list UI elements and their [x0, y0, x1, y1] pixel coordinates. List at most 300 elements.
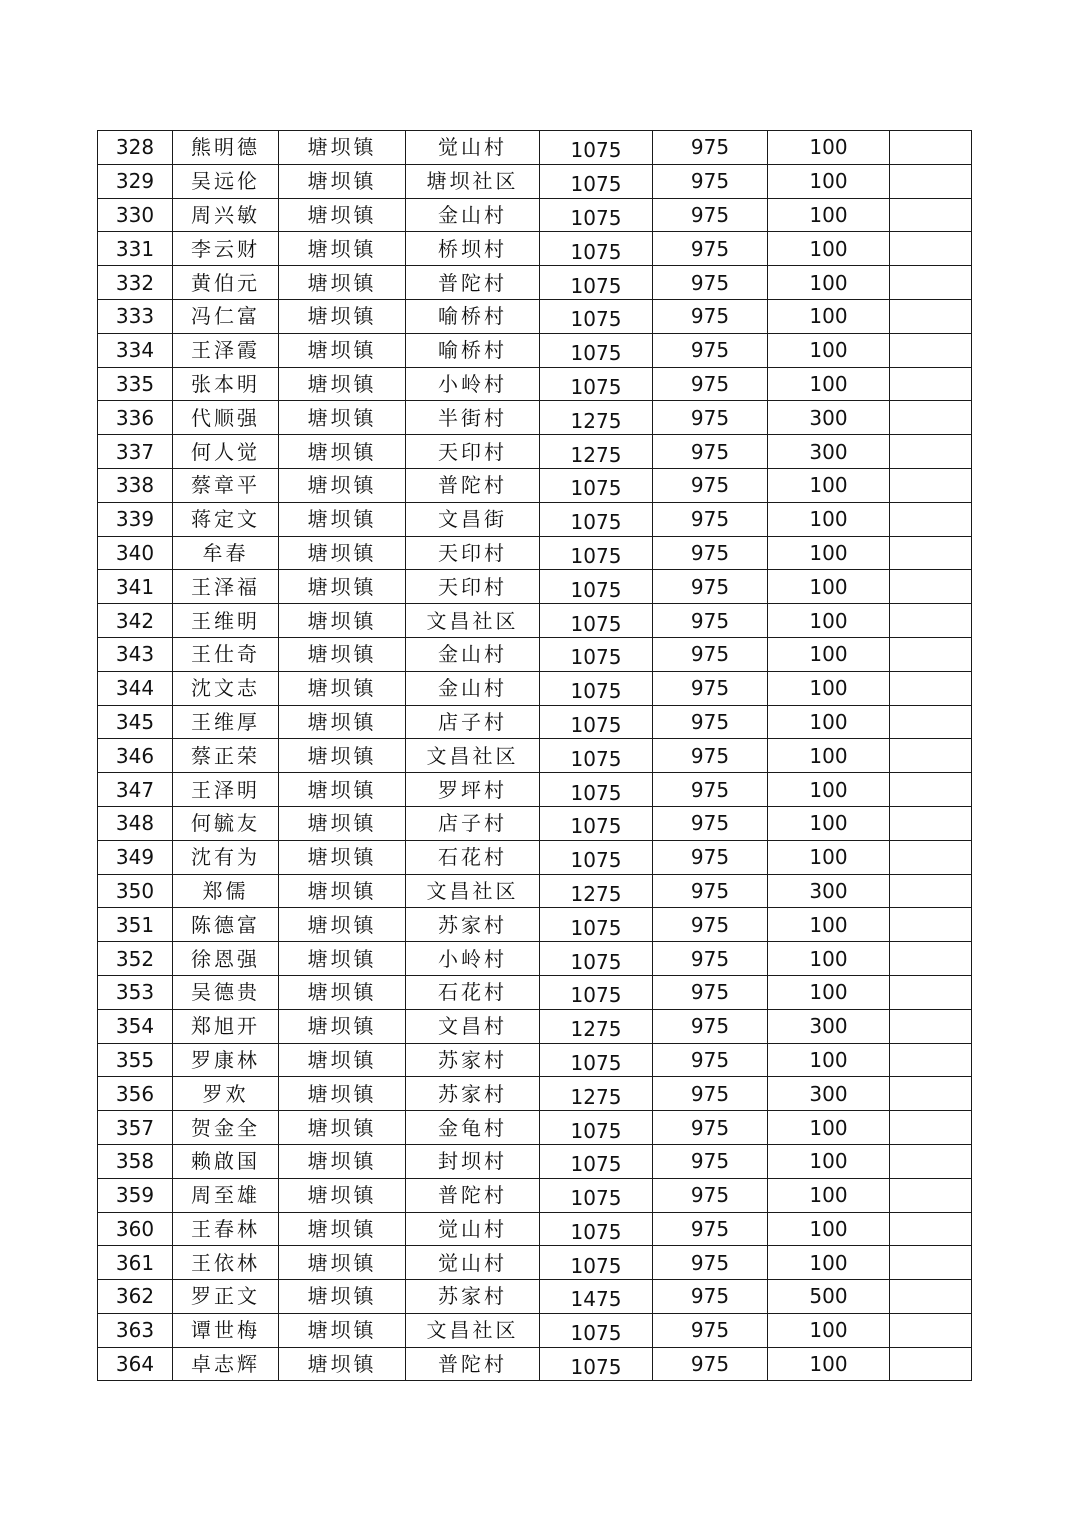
extra-amount-cell: 100: [768, 266, 890, 300]
total-amount-cell: [540, 435, 653, 469]
person-name-cell: 罗欢: [173, 1077, 279, 1111]
table-row: [98, 570, 972, 604]
extra-amount-cell: 100: [768, 1212, 890, 1246]
village-cell: 觉山村: [406, 1212, 540, 1246]
table-row: [98, 1280, 972, 1314]
remark-cell: [890, 401, 972, 435]
town-cell: 塘坝镇: [279, 131, 406, 165]
extra-amount-cell: 100: [768, 705, 890, 739]
total-amount-value: 1075: [570, 476, 622, 501]
total-amount-cell: [540, 468, 653, 502]
total-amount-cell: [540, 604, 653, 638]
total-amount-value: 1075: [570, 205, 622, 230]
village-cell: 金龟村: [406, 1111, 540, 1145]
village-cell: 苏家村: [406, 1077, 540, 1111]
table-row: [98, 806, 972, 840]
base-amount-cell: 975: [653, 942, 768, 976]
base-amount-cell: 975: [653, 333, 768, 367]
town-cell: 塘坝镇: [279, 435, 406, 469]
table-row: [98, 1212, 972, 1246]
total-amount-cell: [540, 333, 653, 367]
serial-number-cell: 328: [98, 131, 173, 165]
village-cell: 苏家村: [406, 1280, 540, 1314]
extra-amount-cell: 100: [768, 840, 890, 874]
total-amount-value: 1275: [570, 1084, 622, 1109]
extra-amount-cell: 300: [768, 401, 890, 435]
table-row: [98, 739, 972, 773]
base-amount-cell: 975: [653, 299, 768, 333]
extra-amount-cell: 300: [768, 1009, 890, 1043]
extra-amount-cell: 100: [768, 333, 890, 367]
roster-table: [97, 130, 972, 1381]
village-cell: 罗坪村: [406, 773, 540, 807]
person-name-cell: 沈有为: [173, 840, 279, 874]
village-cell: 文昌街: [406, 502, 540, 536]
base-amount-cell: 975: [653, 1077, 768, 1111]
total-amount-cell: [540, 806, 653, 840]
remark-cell: [890, 232, 972, 266]
village-cell: 普陀村: [406, 266, 540, 300]
town-cell: 塘坝镇: [279, 1347, 406, 1381]
table-row: [98, 1246, 972, 1280]
total-amount-value: 1075: [570, 1219, 622, 1244]
table-row: [98, 840, 972, 874]
extra-amount-cell: 100: [768, 942, 890, 976]
remark-cell: [890, 705, 972, 739]
remark-cell: [890, 1144, 972, 1178]
total-amount-cell: [540, 637, 653, 671]
town-cell: 塘坝镇: [279, 1246, 406, 1280]
village-cell: 店子村: [406, 705, 540, 739]
extra-amount-cell: 100: [768, 198, 890, 232]
total-amount-value: 1075: [570, 543, 622, 568]
extra-amount-cell: 100: [768, 1347, 890, 1381]
remark-cell: [890, 536, 972, 570]
table-row: [98, 468, 972, 502]
person-name-cell: 张本明: [173, 367, 279, 401]
serial-number-cell: 338: [98, 468, 173, 502]
remark-cell: [890, 637, 972, 671]
total-amount-cell: [540, 975, 653, 1009]
town-cell: 塘坝镇: [279, 232, 406, 266]
remark-cell: [890, 806, 972, 840]
serial-number-cell: 363: [98, 1313, 173, 1347]
extra-amount-cell: 100: [768, 1246, 890, 1280]
table-row: [98, 1077, 972, 1111]
remark-cell: [890, 131, 972, 165]
extra-amount-cell: 100: [768, 604, 890, 638]
village-cell: 文昌社区: [406, 604, 540, 638]
extra-amount-cell: 100: [768, 570, 890, 604]
town-cell: 塘坝镇: [279, 840, 406, 874]
total-amount-cell: [540, 908, 653, 942]
extra-amount-cell: 100: [768, 908, 890, 942]
remark-cell: [890, 1246, 972, 1280]
table-row: [98, 874, 972, 908]
village-cell: 金山村: [406, 198, 540, 232]
table-row: [98, 942, 972, 976]
serial-number-cell: 357: [98, 1111, 173, 1145]
town-cell: 塘坝镇: [279, 637, 406, 671]
town-cell: 塘坝镇: [279, 773, 406, 807]
total-amount-value: 1075: [570, 374, 622, 399]
total-amount-value: 1075: [570, 1321, 622, 1346]
town-cell: 塘坝镇: [279, 806, 406, 840]
total-amount-value: 1075: [570, 814, 622, 839]
serial-number-cell: 347: [98, 773, 173, 807]
extra-amount-cell: 100: [768, 637, 890, 671]
base-amount-cell: 975: [653, 874, 768, 908]
serial-number-cell: 330: [98, 198, 173, 232]
serial-number-cell: 356: [98, 1077, 173, 1111]
town-cell: 塘坝镇: [279, 942, 406, 976]
serial-number-cell: 329: [98, 164, 173, 198]
total-amount-value: 1075: [570, 679, 622, 704]
person-name-cell: 沈文志: [173, 671, 279, 705]
table-row: [98, 604, 972, 638]
town-cell: 塘坝镇: [279, 536, 406, 570]
village-cell: 金山村: [406, 671, 540, 705]
total-amount-value: 1075: [570, 341, 622, 366]
serial-number-cell: 336: [98, 401, 173, 435]
serial-number-cell: 348: [98, 806, 173, 840]
table-row: [98, 1144, 972, 1178]
remark-cell: [890, 874, 972, 908]
base-amount-cell: 975: [653, 1246, 768, 1280]
table-row: [98, 1313, 972, 1347]
total-amount-value: 1075: [570, 1050, 622, 1075]
village-cell: 石花村: [406, 975, 540, 1009]
town-cell: 塘坝镇: [279, 1043, 406, 1077]
table-row: [98, 705, 972, 739]
town-cell: 塘坝镇: [279, 570, 406, 604]
town-cell: 塘坝镇: [279, 198, 406, 232]
base-amount-cell: 975: [653, 1178, 768, 1212]
total-amount-value: 1075: [570, 915, 622, 940]
village-cell: 天印村: [406, 536, 540, 570]
extra-amount-cell: 100: [768, 1313, 890, 1347]
remark-cell: [890, 1009, 972, 1043]
total-amount-cell: [540, 502, 653, 536]
person-name-cell: 代顺强: [173, 401, 279, 435]
total-amount-cell: [540, 1313, 653, 1347]
remark-cell: [890, 164, 972, 198]
village-cell: 文昌村: [406, 1009, 540, 1043]
person-name-cell: 王泽福: [173, 570, 279, 604]
person-name-cell: 蔡章平: [173, 468, 279, 502]
serial-number-cell: 361: [98, 1246, 173, 1280]
town-cell: 塘坝镇: [279, 266, 406, 300]
serial-number-cell: 345: [98, 705, 173, 739]
base-amount-cell: 975: [653, 637, 768, 671]
total-amount-value: 1075: [570, 780, 622, 805]
total-amount-cell: [540, 164, 653, 198]
base-amount-cell: 975: [653, 198, 768, 232]
extra-amount-cell: 100: [768, 671, 890, 705]
town-cell: 塘坝镇: [279, 299, 406, 333]
town-cell: 塘坝镇: [279, 908, 406, 942]
remark-cell: [890, 1043, 972, 1077]
extra-amount-cell: 100: [768, 131, 890, 165]
remark-cell: [890, 908, 972, 942]
base-amount-cell: 975: [653, 975, 768, 1009]
base-amount-cell: 975: [653, 1347, 768, 1381]
serial-number-cell: 359: [98, 1178, 173, 1212]
remark-cell: [890, 299, 972, 333]
total-amount-value: 1075: [570, 577, 622, 602]
person-name-cell: 何毓友: [173, 806, 279, 840]
table-row: [98, 1009, 972, 1043]
serial-number-cell: 346: [98, 739, 173, 773]
table-row: [98, 131, 972, 165]
serial-number-cell: 352: [98, 942, 173, 976]
extra-amount-cell: 100: [768, 468, 890, 502]
table-row: [98, 908, 972, 942]
village-cell: 封坝村: [406, 1144, 540, 1178]
village-cell: 文昌社区: [406, 874, 540, 908]
person-name-cell: 王泽明: [173, 773, 279, 807]
total-amount-value: 1275: [570, 881, 622, 906]
town-cell: 塘坝镇: [279, 468, 406, 502]
serial-number-cell: 355: [98, 1043, 173, 1077]
total-amount-value: 1475: [570, 1287, 622, 1312]
village-cell: 普陀村: [406, 1178, 540, 1212]
base-amount-cell: 975: [653, 705, 768, 739]
table-row: [98, 164, 972, 198]
person-name-cell: 黄伯元: [173, 266, 279, 300]
person-name-cell: 罗康林: [173, 1043, 279, 1077]
town-cell: 塘坝镇: [279, 401, 406, 435]
person-name-cell: 周兴敏: [173, 198, 279, 232]
village-cell: 小岭村: [406, 367, 540, 401]
village-cell: 苏家村: [406, 1043, 540, 1077]
person-name-cell: 王仕奇: [173, 637, 279, 671]
total-amount-cell: [540, 1280, 653, 1314]
base-amount-cell: 975: [653, 739, 768, 773]
table-row: [98, 536, 972, 570]
remark-cell: [890, 1313, 972, 1347]
village-cell: 半街村: [406, 401, 540, 435]
serial-number-cell: 335: [98, 367, 173, 401]
total-amount-value: 1075: [570, 949, 622, 974]
total-amount-value: 1075: [570, 273, 622, 298]
total-amount-cell: [540, 266, 653, 300]
town-cell: 塘坝镇: [279, 1111, 406, 1145]
town-cell: 塘坝镇: [279, 1009, 406, 1043]
total-amount-cell: [540, 536, 653, 570]
remark-cell: [890, 266, 972, 300]
town-cell: 塘坝镇: [279, 739, 406, 773]
total-amount-cell: [540, 773, 653, 807]
remark-cell: [890, 333, 972, 367]
total-amount-cell: [540, 1212, 653, 1246]
person-name-cell: 熊明德: [173, 131, 279, 165]
total-amount-value: 1075: [570, 307, 622, 332]
base-amount-cell: 975: [653, 502, 768, 536]
total-amount-cell: [540, 705, 653, 739]
total-amount-value: 1275: [570, 408, 622, 433]
village-cell: 苏家村: [406, 908, 540, 942]
total-amount-cell: [540, 739, 653, 773]
table-row: [98, 773, 972, 807]
village-cell: 天印村: [406, 570, 540, 604]
village-cell: 普陀村: [406, 1347, 540, 1381]
person-name-cell: 王维明: [173, 604, 279, 638]
serial-number-cell: 362: [98, 1280, 173, 1314]
person-name-cell: 郑儒: [173, 874, 279, 908]
serial-number-cell: 344: [98, 671, 173, 705]
person-name-cell: 王春林: [173, 1212, 279, 1246]
serial-number-cell: 358: [98, 1144, 173, 1178]
total-amount-value: 1075: [570, 1118, 622, 1143]
village-cell: 文昌社区: [406, 739, 540, 773]
serial-number-cell: 334: [98, 333, 173, 367]
total-amount-cell: [540, 1111, 653, 1145]
base-amount-cell: 975: [653, 1009, 768, 1043]
total-amount-cell: [540, 570, 653, 604]
town-cell: 塘坝镇: [279, 671, 406, 705]
remark-cell: [890, 502, 972, 536]
extra-amount-cell: 100: [768, 536, 890, 570]
total-amount-value: 1075: [570, 510, 622, 535]
serial-number-cell: 364: [98, 1347, 173, 1381]
table-row: [98, 232, 972, 266]
total-amount-cell: [540, 942, 653, 976]
base-amount-cell: 975: [653, 164, 768, 198]
base-amount-cell: 975: [653, 435, 768, 469]
remark-cell: [890, 1178, 972, 1212]
total-amount-value: 1275: [570, 1017, 622, 1042]
base-amount-cell: 975: [653, 131, 768, 165]
village-cell: 塘坝社区: [406, 164, 540, 198]
extra-amount-cell: 500: [768, 1280, 890, 1314]
person-name-cell: 陈德富: [173, 908, 279, 942]
remark-cell: [890, 1111, 972, 1145]
total-amount-cell: [540, 1043, 653, 1077]
village-cell: 文昌社区: [406, 1313, 540, 1347]
extra-amount-cell: 100: [768, 164, 890, 198]
remark-cell: [890, 198, 972, 232]
total-amount-cell: [540, 232, 653, 266]
town-cell: 塘坝镇: [279, 1212, 406, 1246]
serial-number-cell: 339: [98, 502, 173, 536]
base-amount-cell: 975: [653, 266, 768, 300]
remark-cell: [890, 773, 972, 807]
extra-amount-cell: 100: [768, 1111, 890, 1145]
table-row: [98, 637, 972, 671]
town-cell: 塘坝镇: [279, 502, 406, 536]
person-name-cell: 郑旭开: [173, 1009, 279, 1043]
remark-cell: [890, 1077, 972, 1111]
person-name-cell: 罗正文: [173, 1280, 279, 1314]
total-amount-cell: [540, 1009, 653, 1043]
total-amount-cell: [540, 1246, 653, 1280]
remark-cell: [890, 1280, 972, 1314]
base-amount-cell: 975: [653, 671, 768, 705]
total-amount-value: 1075: [570, 1186, 622, 1211]
base-amount-cell: 975: [653, 1212, 768, 1246]
total-amount-cell: [540, 1178, 653, 1212]
person-name-cell: 王维厚: [173, 705, 279, 739]
village-cell: 桥坝村: [406, 232, 540, 266]
serial-number-cell: 341: [98, 570, 173, 604]
table-row: [98, 1178, 972, 1212]
serial-number-cell: 360: [98, 1212, 173, 1246]
serial-number-cell: 333: [98, 299, 173, 333]
total-amount-cell: [540, 299, 653, 333]
extra-amount-cell: 100: [768, 1178, 890, 1212]
remark-cell: [890, 942, 972, 976]
base-amount-cell: 975: [653, 536, 768, 570]
total-amount-value: 1075: [570, 172, 622, 197]
base-amount-cell: 975: [653, 840, 768, 874]
extra-amount-cell: 100: [768, 806, 890, 840]
person-name-cell: 吴远伦: [173, 164, 279, 198]
town-cell: 塘坝镇: [279, 874, 406, 908]
town-cell: 塘坝镇: [279, 367, 406, 401]
table-row: [98, 975, 972, 1009]
base-amount-cell: 975: [653, 1144, 768, 1178]
total-amount-cell: [540, 401, 653, 435]
total-amount-value: 1075: [570, 138, 622, 163]
remark-cell: [890, 1347, 972, 1381]
village-cell: 喻桥村: [406, 299, 540, 333]
remark-cell: [890, 671, 972, 705]
person-name-cell: 李云财: [173, 232, 279, 266]
extra-amount-cell: 300: [768, 1077, 890, 1111]
village-cell: 觉山村: [406, 131, 540, 165]
person-name-cell: 何人觉: [173, 435, 279, 469]
town-cell: 塘坝镇: [279, 164, 406, 198]
town-cell: 塘坝镇: [279, 705, 406, 739]
remark-cell: [890, 604, 972, 638]
serial-number-cell: 354: [98, 1009, 173, 1043]
total-amount-cell: [540, 1347, 653, 1381]
remark-cell: [890, 975, 972, 1009]
remark-cell: [890, 840, 972, 874]
base-amount-cell: 975: [653, 908, 768, 942]
total-amount-value: 1075: [570, 983, 622, 1008]
table-row: [98, 367, 972, 401]
base-amount-cell: 975: [653, 1313, 768, 1347]
town-cell: 塘坝镇: [279, 1313, 406, 1347]
base-amount-cell: 975: [653, 1280, 768, 1314]
base-amount-cell: 975: [653, 468, 768, 502]
base-amount-cell: 975: [653, 806, 768, 840]
table-row: [98, 1111, 972, 1145]
base-amount-cell: 975: [653, 604, 768, 638]
extra-amount-cell: 100: [768, 739, 890, 773]
person-name-cell: 卓志辉: [173, 1347, 279, 1381]
table-row: [98, 333, 972, 367]
extra-amount-cell: 100: [768, 299, 890, 333]
village-cell: 小岭村: [406, 942, 540, 976]
extra-amount-cell: 100: [768, 975, 890, 1009]
village-cell: 店子村: [406, 806, 540, 840]
town-cell: 塘坝镇: [279, 975, 406, 1009]
remark-cell: [890, 468, 972, 502]
person-name-cell: 周至雄: [173, 1178, 279, 1212]
serial-number-cell: 349: [98, 840, 173, 874]
total-amount-cell: [540, 1077, 653, 1111]
village-cell: 喻桥村: [406, 333, 540, 367]
serial-number-cell: 351: [98, 908, 173, 942]
base-amount-cell: 975: [653, 1043, 768, 1077]
table-row: [98, 299, 972, 333]
base-amount-cell: 975: [653, 773, 768, 807]
town-cell: 塘坝镇: [279, 1144, 406, 1178]
table-row: [98, 1043, 972, 1077]
